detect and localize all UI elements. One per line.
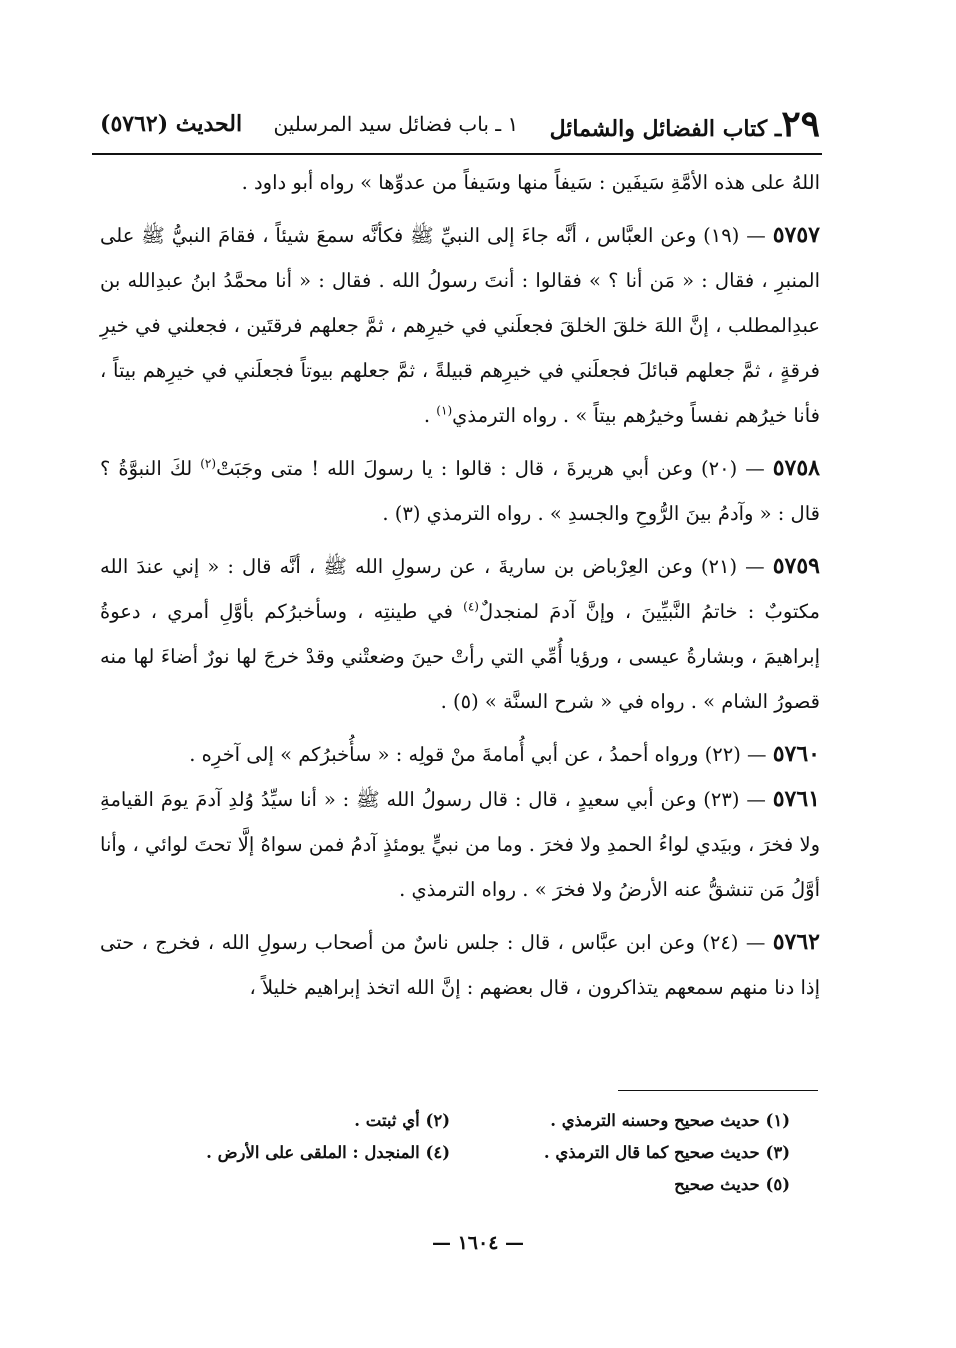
- hadith-5758: [100, 446, 820, 536]
- hadith-5760: [100, 732, 820, 777]
- book-number: ٢٩: [781, 103, 820, 145]
- page-header: [100, 96, 820, 152]
- main-text: [100, 160, 820, 1010]
- hadith-text: — (٢٠) وعن أبي هريرةَ ، قال : قالوا : يا رسولَ الله ! متى وجَبَتْ: [216, 457, 773, 480]
- book-title-text: ـ كتاب الفضائل والشمائل: [549, 116, 782, 142]
- hadith-number: ٥٧٦١: [772, 786, 820, 812]
- hadith-text-end: في طينتِه ، وسأخبرُكم بأوَّلِ أمري ، دعوةُ إبراهيمَ ، وبشارةُ عيسى ، ورؤيا أُمِّي التي رأتْ حينَ وضعتْني وقدْ خرجَ لها نورٌ أضاءَ لها منه قصورُ الشام » . رواه في « شرح السنَّة » (٥) .: [100, 600, 820, 713]
- hadith-text: — (٢٣) وعن أبي سعيدٍ ، قال : قال رسولُ الله ﷺ : « أنا سيِّدُ وُلدِ آدمَ يومَ القيامةِ ولا فخرَ ، وبيَدي لواءُ الحمدِ ولا فخرَ . وما من نبيٍّ يومئذٍ آدمُ فمن سواهُ إلَّا تحتَ لوائي ، وأنا أوَّلُ مَن تنشقُّ عنه الأرضُ ولا فخرَ » . رواه الترمذي .: [100, 788, 820, 901]
- footnotes-rule: [618, 1090, 818, 1091]
- hadith-text: — (٢٤) وعن ابن عبَّاس ، قال : جلس ناسٌ من أصحاب رسولِ الله ، فخرج ، حتى إذا دنا منهم سمعهم يتذاكرون ، قال بعضهم : إنَّ الله اتخذ إبراهيم خليلاً ،: [100, 931, 820, 999]
- hadith-number: ٥٧٥٧: [772, 222, 820, 248]
- paragraph-text: اللهُ على هذه الأمَّةِ سَيفَين : سَيفاً منها وسَيفاً من عدوِّها » رواه أبو داود .: [241, 171, 820, 194]
- paragraph-continuation: [100, 160, 820, 205]
- hadith-number: ٥٧٦٢: [772, 929, 820, 955]
- header-rule: [92, 153, 822, 155]
- hadith-reference: الحديث (٥٧٦٢): [100, 111, 243, 137]
- hadith-text: — (١٩) وعن العبَّاس ، أنَّه جاءَ إلى النبيِّ ﷺ فكأنَّه سمعَ شيئاً ، فقامَ النبيُّ ﷺ على المنبرِ ، فقال : « مَن أنا ؟ » فقالوا : أنتَ رسولُ الله . فقال : « أنا محمَّدُ ابنُ عبدِالله بن عبدِالمطلب ، إنَّ اللهَ خلقَ الخلقَ فجعلَني في خيرِهم ، ثمَّ جعلهم فرقتَين ، فجعلني في خيرِ فرقةٍ ، ثمَّ جعلهم قبائلَ فجعلَني في خيرِهم قبيلةً ، ثمَّ جعلهم بيوتاً فجعلَني في خيرِهم بيتاً ، فأنا خيرُهم نفساً وخيرُهم بيتاً » . رواه الترمذي: [100, 224, 820, 427]
- hadith-number: ٥٧٥٨: [772, 455, 820, 481]
- footnotes: [150, 1108, 790, 1198]
- hadith-text: — (٢١) وعن العِرْباض بن ساريةَ ، عن رسولِ الله ﷺ ، أنَّه قال : « إني عندَ الله مكتوبٌ : خاتمُ النَّبيِّينَ ، وإنَّ آدمَ لمنجدلٌ: [100, 555, 821, 623]
- hadith-5762: [100, 920, 820, 1010]
- book-title: [550, 103, 820, 145]
- footnote-1: (١) حديث صحيح وحسنه الترمذي .: [550, 1111, 790, 1130]
- hadith-text-end: .: [423, 404, 437, 427]
- hadith-number: ٥٧٥٩: [772, 553, 820, 579]
- hadith-5761: [100, 777, 820, 912]
- hadith-5757: [100, 213, 820, 438]
- hadith-text-end: لكَ النبوَّةُ ؟ قال : « وآدمُ بينَ الرُّوحِ والجسدِ » . رواه الترمذي (٣) .: [100, 457, 820, 525]
- hadith-text: — (٢٢) ورواه أحمدُ ، عن أبي أُمامةَ منْ قولِه : « سأُخبرُكم » إلى آخرِه .: [189, 743, 773, 766]
- footnote-3: (٣) حديث صحيح كما قال الترمذي .: [543, 1143, 790, 1162]
- footnote-5: (٥) حديث صحيح: [674, 1175, 790, 1194]
- page-number: — ١٦٠٤ —: [431, 1232, 525, 1254]
- footnote-4: (٤) المنجدل : الملقى على الأرض .: [206, 1143, 450, 1162]
- footnote-marker: (٤): [463, 599, 479, 614]
- hadith-number: ٥٧٦٠: [772, 741, 820, 767]
- footnote-2: (٢) أي ثبتت .: [354, 1111, 450, 1130]
- footnote-marker: (٢): [200, 456, 217, 471]
- hadith-5759: [100, 544, 820, 724]
- footnote-marker: (١): [436, 403, 453, 418]
- chapter-title: ١ ـ باب فضائل سيد المرسلين: [273, 112, 519, 136]
